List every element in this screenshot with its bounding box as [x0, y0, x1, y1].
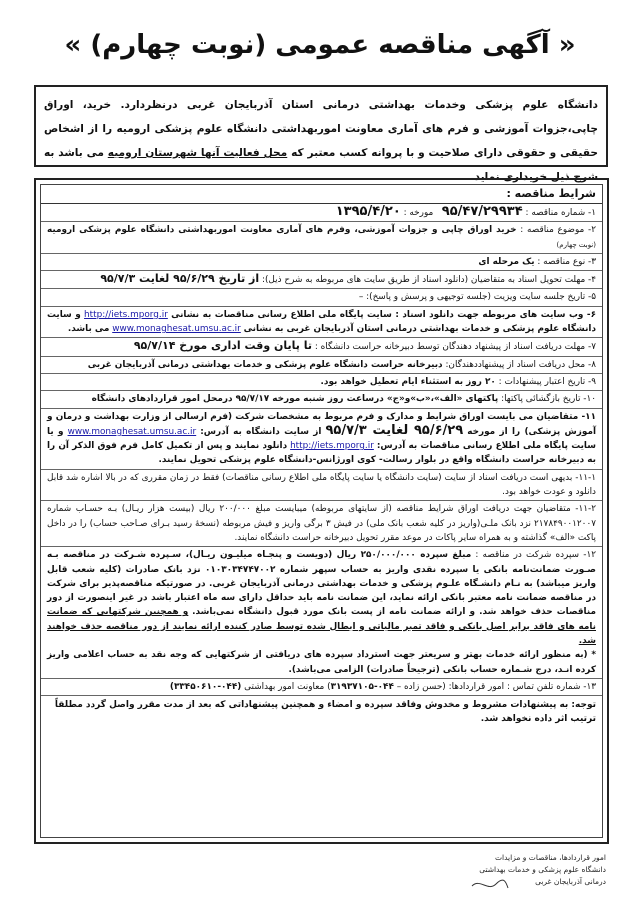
phone-number: (۰۴۴-۳۳۴۵۰۶۱۰)	[169, 681, 242, 692]
intro-underlined-text: محل فعالیت آنها شهرستان ارومیه	[107, 147, 288, 159]
item-11-1: ۱۱-۱- بدیهی است دریافت اسناد از سایت (سایت دانشگاه یا سایت پایگاه ملی اطلاع رسانی مناقصات) فقط در زمان مقرری که در بالا اشاره شد قابل دانلود و عودت خواهد بود.	[41, 470, 602, 502]
item-8	[41, 357, 602, 374]
item-5: ۵- تاریخ جلسه سایت ویزیت (جلسه توجیهی و پرسش و پاسخ): –	[41, 289, 602, 306]
item-11	[41, 409, 602, 470]
monaghesat-link[interactable]: www.monaghesat.umsu.ac.ir	[112, 324, 241, 335]
item-4	[41, 271, 602, 289]
item-label: ۸- محل دریافت اسناد از پیشنهاددهندگان:	[445, 359, 596, 370]
item-12	[41, 547, 602, 679]
tender-date: ۱۳۹۵/۴/۲۰	[335, 204, 401, 219]
item-value: تا پایان وقت اداری مورخ ۹۵/۷/۱۴	[133, 339, 312, 353]
item-value: دبیرخانه حراست دانشگاه علوم پزشکی و خدمات بهداشتی درمانی آذربایجان غربی	[87, 359, 443, 370]
deposit-amount: مبلغ سپرده ۲۵۰/۰۰۰/۰۰۰ ریال (دویست و پنجـاه میلیـون ریـال)	[188, 550, 472, 561]
item-10	[41, 391, 602, 408]
item-label: ۱- شماره مناقصه :	[525, 208, 596, 218]
item-11-2: ۱۱-۲- متقاضیان جهت دریافت اوراق شرایط مناقصه (از سایتهای مربوطه) میبایست مبلغ ۲۰۰/۰۰۰ ریال (بیست هزار ریـال) بـه حسـاب شماره ۲۱۷۸۴۹۰۰۱۲۰۰۷ نزد بانک ملـی(واریز در کلیه شعب بانک ملی) در فیش ۳ برگی واریز و فیش مربوطه (نسخهٔ رسید بـرای صـاحب حساب) را در داخل پاکت «الف» گذاشته و به همراه سایر پاکات در موعد مقرر تحویل دبیرخانه حراست دانشگاه نمایند.	[41, 501, 602, 547]
intro-text-end: می باشد به شرح ذیل خریداری نماید.	[44, 147, 598, 183]
item-label: ۱۳- شماره تلفن تماس : امور قراردادها: (حسن زاده –	[396, 681, 596, 692]
item-6	[41, 307, 602, 339]
signature-line: دانشگاه علوم پزشکی و خدمات بهداشتی درمانی آذربایجان غربی	[479, 865, 606, 886]
item-text: از سایت دانشگاه به آدرس:	[200, 426, 322, 437]
item-value: ۲۰ روز به استثناء ایام تعطیل خواهد بود.	[320, 376, 496, 387]
item-3	[41, 254, 602, 271]
item-note: (نوبت چهارم)	[556, 240, 596, 249]
conditions-inner	[40, 184, 603, 838]
page-title: « آگهی مناقصه عمومی (نوبت چهارم) »	[64, 30, 576, 60]
item-7	[41, 338, 602, 356]
item-text: ) معاونت امور بهداشتی	[244, 681, 331, 692]
phone-number: ۰۴۴-۳۱۹۳۷۱۰۵	[330, 681, 394, 692]
item-label: ۱۰- تاریخ بازگشائی پاکتها:	[501, 394, 596, 405]
conditions-frame	[34, 178, 609, 844]
item-text-underlined: و همچنین شرکتهایی که ضمانت نامه های فاقد برابر اصل بانکی و فاقد تمبر مالیاتی و ابطال شده توسط صادر کننده ارائه نمایند از دور مناقصه حذف خواهند شد.	[47, 607, 596, 647]
item-label: ۱۲- سپرده شرکت در مناقصه :	[475, 550, 596, 561]
item-value: خرید اوراق چاپی و جزوات آموزشی، وفرم های آماری معاونت اموربهداشتی دانشگاه علوم پزشکی ارومیه	[47, 225, 517, 236]
final-note: توجه: به پیشنهادات مشروط و مخدوش وفاقد سپرده و امضاء و همچنین پیشنهاداتی که بعد از مدت مقرر واصل گردد مطلقاً ترتیب اثر داده نخواهد شد.	[54, 700, 596, 725]
item-label: ۳- نوع مناقصه :	[537, 256, 596, 267]
item-text: و یا سایت پایگاه ملی اطلاع رسانی مناقصات به آدرس:	[47, 426, 596, 452]
monaghesat-link[interactable]: www.monaghesat.umsu.ac.ir	[67, 426, 197, 437]
item-text: دانلود نمایند و پس از تکمیل کامل فرم فوق الذکر آن را به دبیرخانه حراست دانشگاه واقع در بلوار رسالت- کوی اورژانس-دانشگاه علوم پزشکی تحویل نمایند.	[47, 441, 596, 466]
tender-number: ۹۵/۴۷/۲۹۹۳۴	[441, 204, 523, 219]
item-label: ۲- موضوع مناقصه :	[520, 225, 597, 236]
item-label: مورخه :	[403, 208, 434, 218]
item-value: یک مرحله ای	[478, 256, 535, 267]
iets-link[interactable]: http://iets.mporg.ir	[84, 309, 168, 320]
signature-mark-icon	[470, 876, 510, 894]
intro-box	[34, 85, 608, 183]
intro-text: دانشگاه علوم پزشکی وخدمات بهداشتی درمانی استان آذربایجان غربی درنظردارد. خرید، اوراق چاپی،جزوات آموزشی و فرم های آماری معاونت اموربهداشتی دانشگاه علوم پزشکی ارومیه را از اشخاص حقیقی و حقوقی دارای صلاحیت و با پروانه کسب معتبر که	[44, 99, 599, 159]
item-label: ۹- تاریخ اعتبار پیشنهادات :	[498, 376, 596, 387]
item-text: ، سـپرده شـرکت در مناقصه بـه صـورت ضمانت‌نامه بانکی یا سپرده نقدی واریز به حساب سپهر شماره ۰۱۰۳۰۳۴۷۴۷۰۰۲ نزد بانک صادرات (کلیه شعب قابل واریز میباشد) به نـام دانشـگاه علـوم پزشکی و خدمات بهداشتی درمانی آذربایجان غربی. در صورتیکه مناقصه‌پذیر برای شرکت در مناقصه ضمانت نامه معتبر بانکی ارائه نماید، این ضمانت نامه باید حداقل دارای سه ماه اعتبار باشد در غیر اینصورت از دور مناقصات حذف خواهد شد. و ارائه ضمانت نامه از پست بانک مورد قبول دانشگاه نمی‌باشد.	[47, 550, 597, 618]
signature-line: امور قراردادها، مناقصات و مزایدات	[494, 853, 606, 862]
iets-link[interactable]: http://iets.mporg.ir	[290, 441, 374, 452]
item-dates: ۹۵/۶/۲۹ لغایت ۹۵/۷/۳	[325, 422, 464, 438]
item-text: و سایت دانشگاه علوم پزشکی و خدمات بهداشتی درمانی استان آذربایجان غربی به نشانی	[47, 309, 596, 335]
item-2	[41, 222, 602, 254]
item-label: ۴- مهلت تحویل اسناد به متقاضیان (دانلود اسناد از طریق سایت های مربوطه به شرح ذیل):	[261, 275, 596, 286]
item-text: ۱۱- متقاضیان می بایست اوراق شرایط و مدارک و فرم مربوط به مشخصات شرکت (فرم ارسالی از وزارت بهداشت و درمان و آموزش پزشکی) را از مورخه	[47, 411, 597, 437]
item-value: پاکتهای «الف»،«ب»و«ج» درساعت روز شنبه مورخه ۹۵/۷/۱۷ درمحل امور قراردادهای دانشگاه	[91, 394, 499, 405]
section-header: شرایط مناقصه :	[41, 185, 602, 204]
item-note: * (به منظور ارائه خدمات بهتر و سریعتر جهت استرداد سپرده های دریافتی از شرکتهایی که وجه نقد به حساب اعلامی واریز کرده انـد، درج شـماره حساب بانکی (ترجیحاً صادرات) الزامی می‌باشد).	[47, 650, 596, 675]
item-value: از تاریخ ۹۵/۶/۲۹ لغایت ۹۵/۷/۳	[100, 272, 260, 286]
item-text: می باشد.	[67, 324, 110, 335]
item-1	[41, 204, 602, 222]
item-13	[41, 679, 602, 696]
signature-block	[456, 852, 606, 888]
item-9	[41, 374, 602, 391]
item-text: ۶- وب سایت های مربوطه جهت دانلود اسناد : سایت پایگاه ملی اطلاع رسانی مناقصات به نشانی	[171, 309, 597, 320]
item-label: ۷- مهلت دریافت اسناد از پیشنهاد دهندگان توسط دبیرخانه حراست دانشگاه :	[314, 342, 596, 353]
